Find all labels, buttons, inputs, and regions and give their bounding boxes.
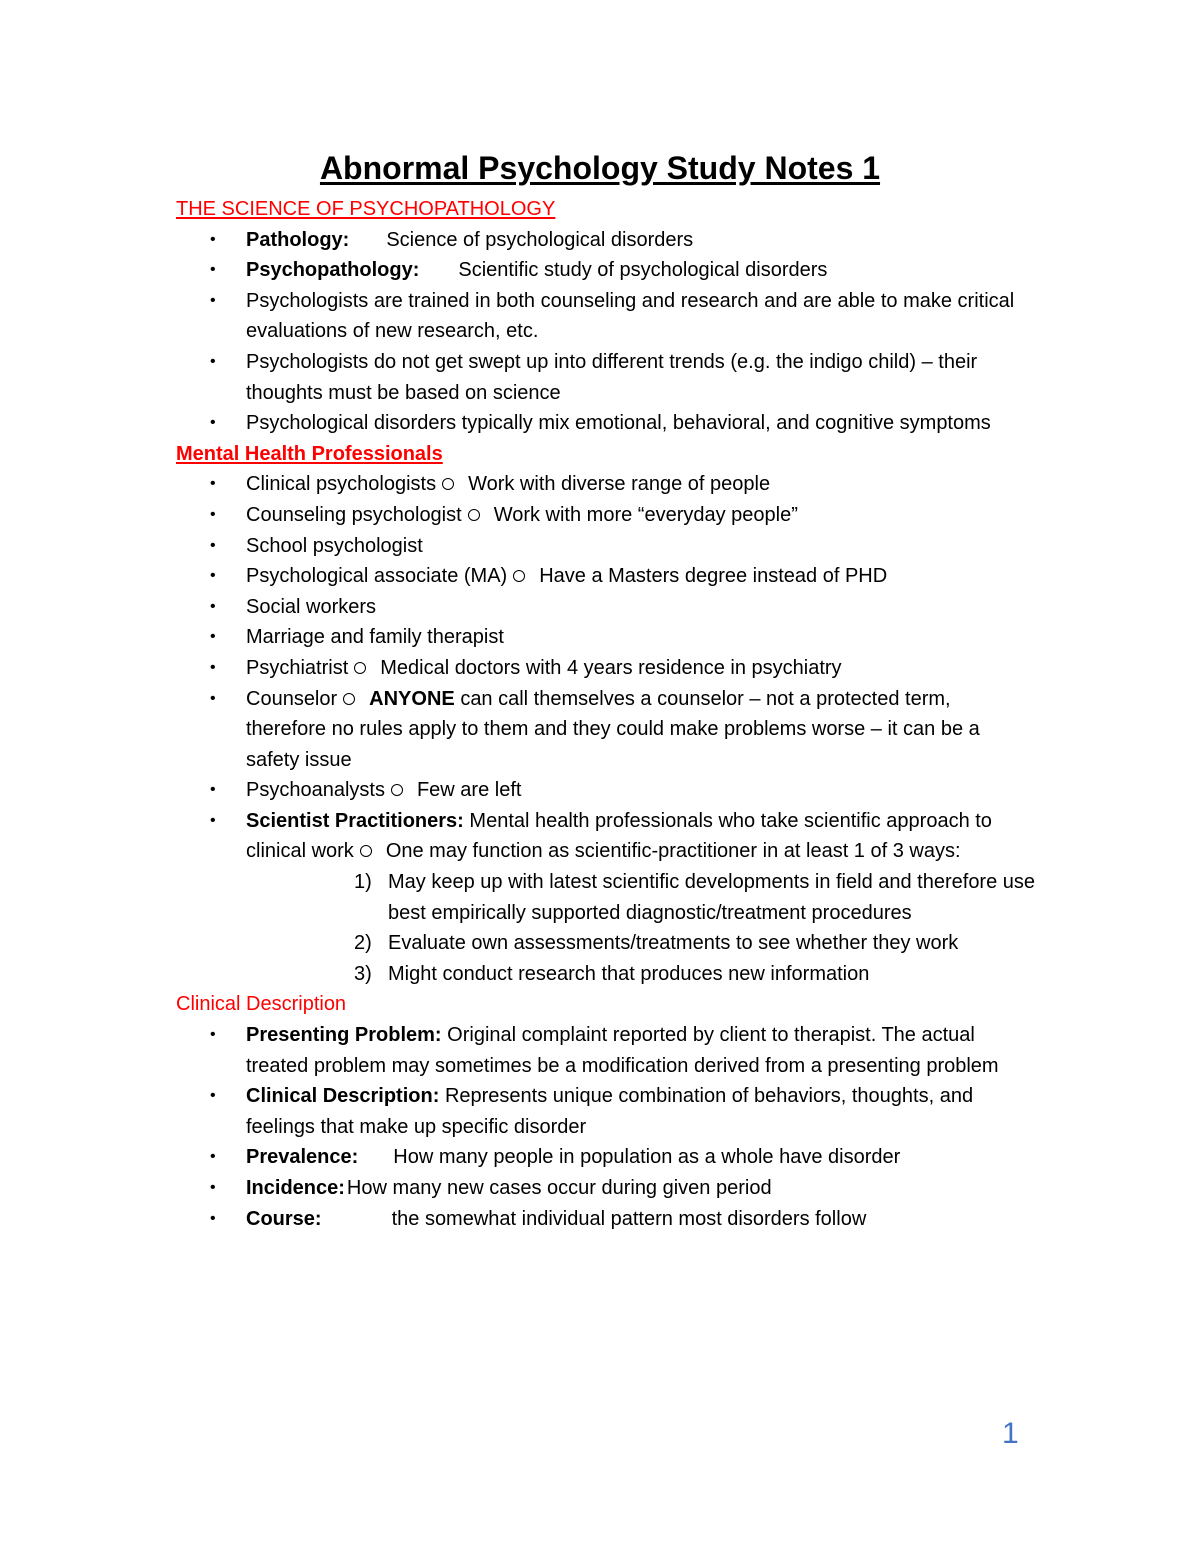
bullet-icon: •	[210, 1209, 216, 1227]
sub-text: Work with more “everyday people”	[493, 503, 798, 526]
bullet-icon: •	[210, 475, 216, 493]
sub-bullet-icon	[513, 570, 525, 582]
bullet-icon: •	[210, 505, 216, 523]
list-item	[176, 806, 1036, 867]
sub-bullet-icon	[468, 509, 480, 521]
bullet-icon: •	[210, 781, 216, 799]
clinical-description-list	[176, 1020, 1036, 1234]
bullet-icon: •	[210, 597, 216, 615]
bullet-icon: •	[210, 1148, 216, 1166]
sub-bullet-icon	[442, 478, 454, 490]
definition-text: Mental health professionals who take scientific approach to clinical work	[246, 809, 992, 863]
list-item	[176, 1081, 1036, 1142]
item-text: May keep up with latest scientific developments in field and therefore use best empirically supported diagnostic/treatment procedures	[388, 871, 1036, 924]
section-heading-professionals: Mental Health Professionals	[176, 442, 443, 465]
term-label: Incidence:	[246, 1177, 345, 1199]
numbered-item	[176, 959, 1036, 990]
item-text: Counselor	[246, 687, 338, 710]
term-label: Course:	[246, 1207, 322, 1230]
list-item	[176, 1142, 1036, 1173]
sub-text: Work with diverse range of people	[468, 473, 771, 496]
bullet-icon: •	[210, 658, 216, 676]
bullet-icon: •	[210, 628, 216, 646]
list-item	[176, 1020, 1036, 1081]
list-item	[176, 1204, 1036, 1235]
bullet-icon: •	[210, 689, 216, 707]
definition-text: How many people in population as a whole have disorder	[393, 1146, 901, 1169]
definition-text: Scientific study of psychological disorders	[458, 259, 828, 282]
item-text: Psychologists are trained in both counseling and research and are able to make critical evaluations of new research, etc.	[246, 289, 1015, 343]
term-label: Psychopathology:	[246, 259, 420, 282]
list-item	[176, 500, 1036, 531]
item-text: Social workers	[246, 595, 377, 618]
list-item	[176, 1173, 1036, 1204]
page-title: Abnormal Psychology Study Notes 1	[319, 150, 881, 186]
item-text: Counseling psychologist	[246, 503, 462, 526]
item-number: 2)	[354, 932, 372, 955]
bullet-icon: •	[210, 1087, 216, 1105]
list-item	[176, 469, 1036, 500]
bullet-icon: •	[210, 811, 216, 829]
term-label: Presenting Problem:	[246, 1024, 442, 1047]
bullet-icon: •	[210, 536, 216, 554]
item-text: Psychiatrist	[246, 656, 349, 679]
list-item	[176, 653, 1036, 684]
list-item	[176, 684, 1036, 776]
item-text: Psychoanalysts	[246, 779, 385, 802]
practitioner-ways-list	[176, 867, 1036, 989]
definition-text: How many new cases occur during given period	[346, 1177, 772, 1199]
bullet-icon: •	[210, 1179, 216, 1196]
item-text: Evaluate own assessments/treatments to see whether they work	[388, 932, 959, 955]
item-text: Marriage and family therapist	[246, 626, 504, 649]
notes-body	[176, 194, 1036, 1234]
term-label: Clinical Description:	[246, 1085, 440, 1108]
definition-text: Original complaint reported by client to therapist. The actual treated problem may sometimes be a modification derived from a presenting problem	[246, 1024, 999, 1077]
science-list	[176, 225, 1036, 439]
section-heading-science: THE SCIENCE OF PSYCHOPATHOLOGY	[176, 198, 556, 220]
list-item	[176, 592, 1036, 623]
list-item	[176, 408, 1036, 439]
numbered-item	[176, 867, 1036, 928]
professionals-list	[176, 469, 1036, 867]
definition-text: Represents unique combination of behaviors, thoughts, and feelings that make up specific disorder	[246, 1085, 974, 1138]
page-number: 1	[1002, 1417, 1019, 1450]
section-heading-clinical-description: Clinical Description	[176, 993, 347, 1016]
term-label: Prevalence:	[246, 1146, 359, 1169]
bullet-icon: •	[210, 1026, 216, 1044]
item-text: Psychological associate (MA)	[246, 565, 508, 588]
definition-text: the somewhat individual pattern most disorders follow	[391, 1207, 867, 1230]
list-item	[176, 286, 1036, 347]
list-item	[176, 531, 1036, 562]
item-text: Psychologists do not get swept up into different trends (e.g. the indigo child) – their thoughts must be based on science	[246, 350, 978, 404]
item-text: Might conduct research that produces new information	[388, 962, 870, 985]
list-item	[176, 225, 1036, 256]
list-item	[176, 255, 1036, 286]
list-item	[176, 775, 1036, 806]
list-item	[176, 561, 1036, 592]
sub-text: Medical doctors with 4 years residence in psychiatry	[380, 656, 842, 679]
sub-bullet-icon	[343, 693, 355, 705]
sub-bullet-icon	[360, 845, 372, 857]
term-label: Scientist Practitioners:	[246, 809, 464, 832]
sub-text: can call themselves a counselor – not a protected term, therefore no rules apply to them and they could make problems worse – it can be a safety issue	[246, 687, 980, 771]
bullet-icon: •	[210, 291, 216, 309]
item-text: Clinical psychologists	[246, 473, 437, 496]
item-number: 1)	[354, 871, 372, 894]
item-number: 3)	[354, 962, 372, 985]
list-item	[176, 622, 1036, 653]
sub-bullet-icon	[391, 784, 403, 796]
bullet-icon: •	[210, 414, 216, 432]
definition-text: Science of psychological disorders	[386, 228, 694, 251]
term-label: Pathology:	[246, 228, 350, 251]
numbered-item	[176, 928, 1036, 959]
list-item	[176, 347, 1036, 408]
sub-text: Have a Masters degree instead of PHD	[539, 565, 888, 588]
bullet-icon: •	[210, 261, 216, 279]
sub-bullet-icon	[354, 662, 366, 674]
item-text: School psychologist	[246, 534, 423, 557]
sub-text: Few are left	[416, 779, 522, 802]
emphasis-text: ANYONE	[369, 687, 455, 710]
bullet-icon: •	[210, 352, 216, 370]
sub-text: One may function as scientific-practitioner in at least 1 of 3 ways:	[385, 840, 961, 863]
bullet-icon: •	[210, 567, 216, 585]
item-text: Psychological disorders typically mix emotional, behavioral, and cognitive symptoms	[246, 412, 991, 435]
bullet-icon: •	[210, 230, 216, 248]
